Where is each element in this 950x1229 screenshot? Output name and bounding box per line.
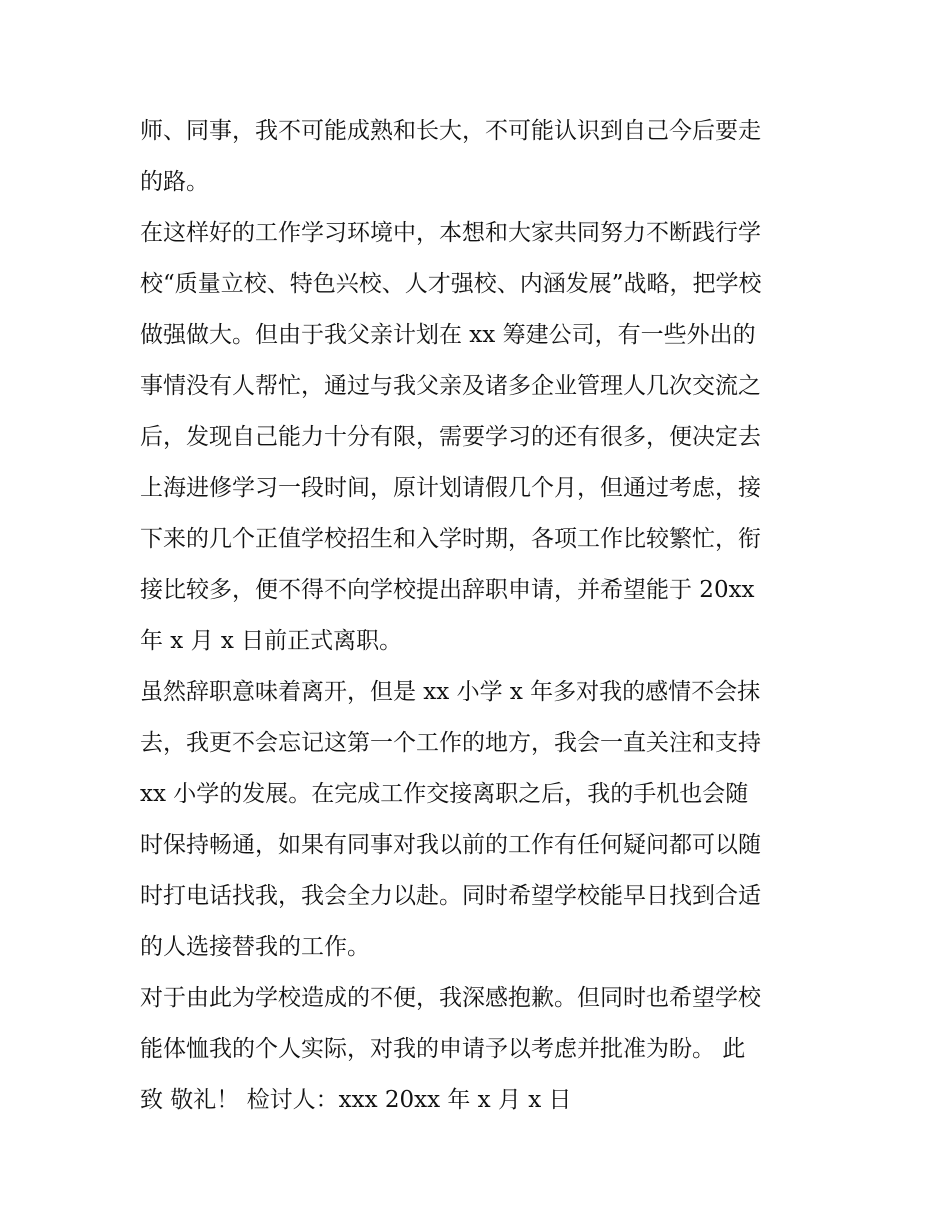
text-line: 做强做大。但由于我父亲计划在 xx 筹建公司，有一些外出的 — [140, 322, 756, 348]
text-line: 的路。 — [140, 169, 209, 195]
text-line: 师、同事，我不可能成熟和长大，不可能认识到自己今后要走 — [140, 118, 761, 144]
text-line: 的人选接替我的工作。 — [140, 934, 370, 960]
text-line: xx 小学的发展。在完成工作交接离职之后，我的手机也会随 — [140, 781, 749, 807]
text-line: 对于由此为学校造成的不便，我深感抱歉。但同时也希望学校 — [140, 985, 761, 1011]
text-line: 虽然辞职意味着离开，但是 xx 小学 x 年多对我的感情不会抹 — [140, 679, 761, 705]
text-line: 下来的几个正值学校招生和入学时期，各项工作比较繁忙，衔 — [140, 526, 761, 552]
text-line: 去，我更不会忘记这第一个工作的地方，我会一直关注和支持 — [140, 730, 761, 756]
text-line: 事情没有人帮忙，通过与我父亲及诸多企业管理人几次交流之 — [140, 373, 761, 399]
text-line: 接比较多，便不得不向学校提出辞职申请，并希望能于 20xx — [140, 577, 755, 603]
text-line: 后，发现自己能力十分有限，需要学习的还有很多，便决定去 — [140, 424, 761, 450]
text-line: 时打电话找我，我会全力以赴。同时希望学校能早日找到合适 — [140, 883, 761, 909]
signature-line: 致 敬礼！ 检讨人：xxx 20xx 年 x 月 x 日 — [140, 1087, 572, 1113]
letter-body — [140, 106, 820, 1126]
text-line: 上海进修学习一段时间，原计划请假几个月，但通过考虑，接 — [140, 475, 761, 501]
text-line: 校“质量立校、特色兴校、人才强校、内涵发展”战略，把学校 — [140, 271, 762, 297]
text-line: 年 x 月 x 日前正式离职。 — [140, 628, 403, 654]
text-line: 在这样好的工作学习环境中，本想和大家共同努力不断践行学 — [140, 220, 761, 246]
text-line: 时保持畅通，如果有同事对我以前的工作有任何疑问都可以随 — [140, 832, 761, 858]
text-line: 能体恤我的个人实际，对我的申请予以考虑并批准为盼。 此 — [140, 1036, 746, 1062]
